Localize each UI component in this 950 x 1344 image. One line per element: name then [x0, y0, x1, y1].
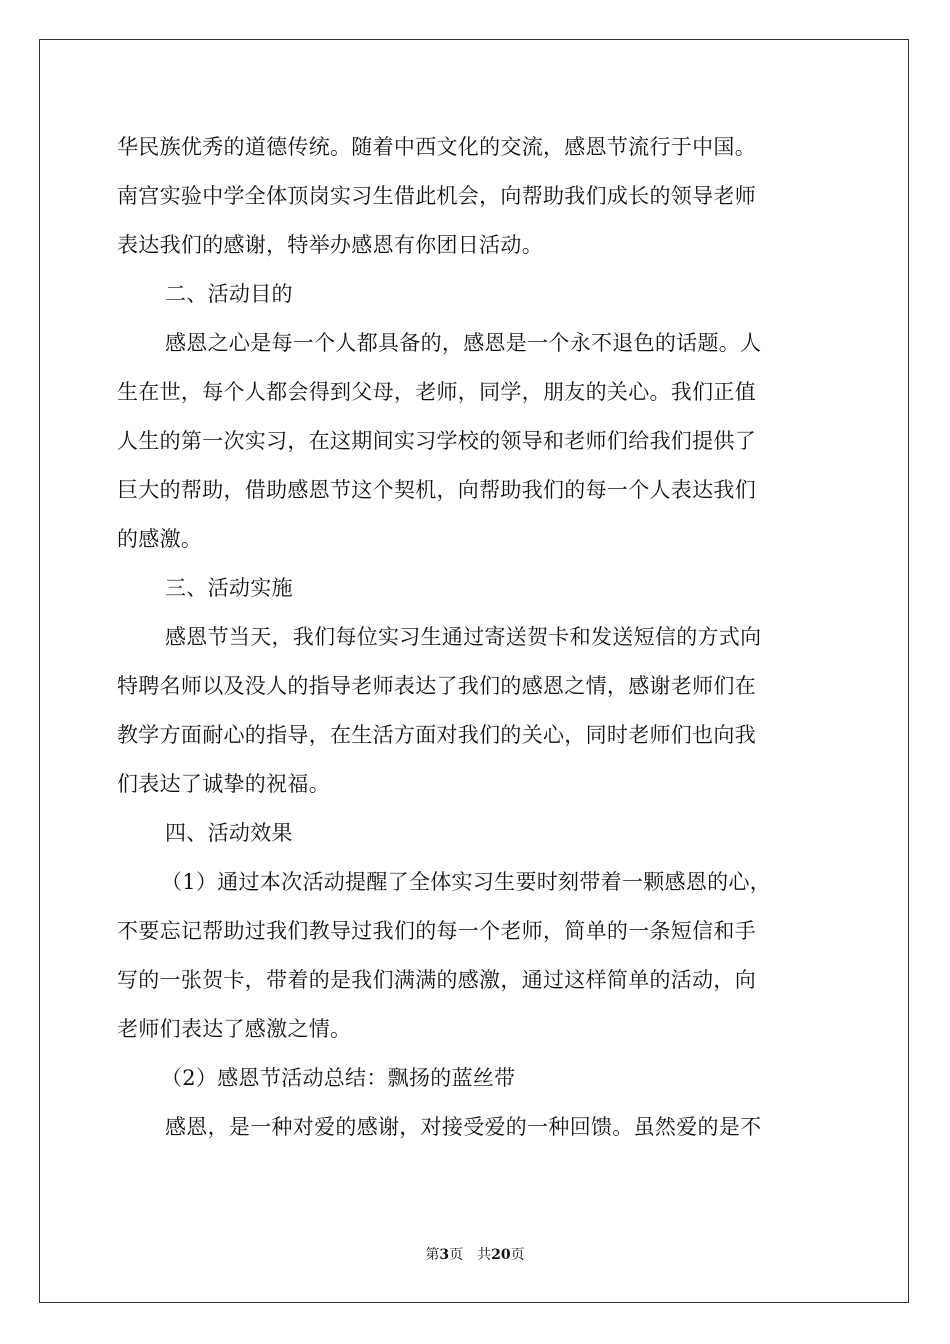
- total-suffix: 页: [510, 1247, 525, 1263]
- body-line: 感恩，是一种对爱的感谢，对接受爱的一种回馈。虽然爱的是不: [165, 1115, 762, 1139]
- body-line: 们表达了诚挚的祝福。: [117, 772, 330, 796]
- body-line: 教学方面耐心的指导，在生活方面对我们的关心，同时老师们也向我: [117, 723, 756, 747]
- body-line: 生在世，每个人都会得到父母，老师，同学，朋友的关心。我们正值: [117, 380, 756, 404]
- body-line: （1）通过本次活动提醒了全体实习生要时刻带着一颗感恩的心，: [161, 870, 772, 894]
- body-line: 的感激。: [117, 527, 203, 551]
- section-heading: 四、活动效果: [165, 821, 293, 845]
- body-line: 人生的第一次实习，在这期间实习学校的领导和老师们给我们提供了: [117, 429, 756, 453]
- page-footer: [0, 1246, 950, 1264]
- body-line: 感恩节当天，我们每位实习生通过寄送贺卡和发送短信的方式向: [165, 625, 762, 649]
- section-heading: 二、活动目的: [165, 282, 293, 306]
- page-total: 20: [491, 1247, 511, 1263]
- body-line: 感恩之心是每一个人都具备的，感恩是一个永不退色的话题。人: [165, 331, 762, 355]
- page-prefix: 第: [425, 1247, 440, 1263]
- total-prefix: 共: [477, 1247, 492, 1263]
- body-line: 南宫实验中学全体顶岗实习生借此机会，向帮助我们成长的领导老师: [117, 184, 756, 208]
- page-suffix: 页: [449, 1247, 464, 1263]
- body-line: 老师们表达了感激之情。: [117, 1017, 352, 1041]
- document-body: [117, 131, 837, 1160]
- subsection-heading: （2）感恩节活动总结：飘扬的蓝丝带: [161, 1066, 516, 1090]
- body-line: 表达我们的感谢，特举办感恩有你团日活动。: [117, 233, 543, 257]
- body-line: 不要忘记帮助过我们教导过我们的每一个老师，简单的一条短信和手: [117, 919, 756, 943]
- body-line: 华民族优秀的道德传统。随着中西文化的交流，感恩节流行于中国。: [117, 135, 756, 159]
- body-line: 特聘名师以及没人的指导老师表达了我们的感恩之情，感谢老师们在: [117, 674, 756, 698]
- body-line: 写的一张贺卡，带着的是我们满满的感激，通过这样简单的活动，向: [117, 968, 756, 992]
- section-heading: 三、活动实施: [165, 576, 293, 600]
- body-line: 巨大的帮助，借助感恩节这个契机，向帮助我们的每一个人表达我们: [117, 478, 756, 502]
- page-current: 3: [439, 1247, 450, 1263]
